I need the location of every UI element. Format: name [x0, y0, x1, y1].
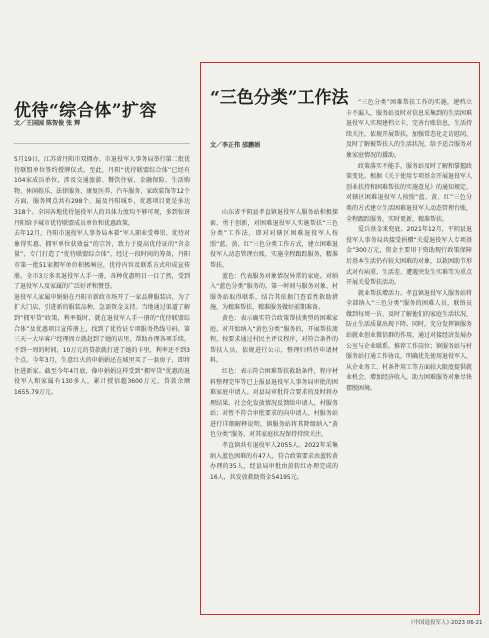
right-article-paragraph: 孝直镇共有退役军人2055人。2022年采集纳入蓝色困难的有47人，符合政策要求由蓝转黄办理的35人，经县局审批由黄转红办理完成的16人，共发放救助资金54195元。	[210, 442, 338, 481]
left-article-divider	[14, 143, 190, 144]
left-article-headline: 优待“综合体”扩容	[14, 101, 158, 121]
right-article-paragraph: “三色分类”困难帮扶工作的实施，建档立卡不漏人，服务站及时对信息采集到的生活困难退役军人实现建档立卡，完善台账信息，生活持续关注，依规开展帮扶。加强常态化走访慰问，及时了解被帮扶人的生活状况，给予适合服务对象家庭情况的援助。	[346, 99, 473, 159]
right-article-column-1	[210, 208, 338, 483]
left-article-body	[14, 155, 190, 399]
left-article-paragraph: 5月19日，江苏省丹阳市双拥办、市退役军人事务局举行第二批优待联盟单位签约授牌仪式。至此，丹阳“优待联盟综合体”已经有104家成员单位，涉及交通旅游、餐饮住宿、金融保险、生活购物、休闲娱乐、法律服务、康复医养、汽车服务、家政装饰等12个方面，服务网点共有298个，遍及丹阳城乡，优惠项目更是多达318个。全国各地优待退役军人的具体力度均不够可观，多到惊讶丹阳给予城市优待联盟成员单位和优惠政策。	[14, 156, 190, 227]
left-article-byline: 文／王国园 陈智俊 张 辉	[14, 120, 81, 127]
left-article-paragraph: 去年12月，丹阳市退役军人事务局本着“军人职业受尊崇、优待对象得实惠、拥军单位获效益”的宗旨，致力于提高优待证的“含金量”，专门打造了“优待联盟综合体”。经过一段时间的筹备，丹阳市第一批51家拥军单位积极响应，优待内容及联系方式印成宣传册。全市3万多名退役军人手一册，各种优惠明目一目了然，受到了退役军人及家属的广泛好评和赞誉。	[14, 230, 190, 291]
right-article-headline: “三色分类”工作法	[210, 88, 349, 108]
right-article-paragraph: 政策落实不能手，服务站及时了解和掌握政策变化。根据《关于使用专项基金开展退役军人创业扶持和困难帮扶的实施意见》的通知规定，对辖区困难退役军人按照“蓝、黄、红”三色分类的方式建立生活困难退役军人动态管理台账，全程跟踪服务，实时更新，精准帮扶。	[346, 162, 473, 223]
page-footer: 《中国退役军人》·2023 06·21	[408, 620, 483, 626]
left-article-paragraph: 退役军人家属申娟娟在丹阳市新政市场开了一家品牌服装店，为了扩大门店，引进新的服装品种，急需资金支持。当地通过渠道了解到“拥军贷”政策，利率低时，就在退役军人手一册的“优待联盟综合体”及优惠项目宣传册上，找到了优待证专项服务热线号码。第三天一大早客户经理周立就赶到了她的店里，帮助办理各项手续。不到一周的时间，10万元的贷款就打进了她的卡里，利率还不到3个点。今年3月，生意红火的申娟娟还在城里买了一套房子，即将住进新家。截至今年4月底，像申娟娟这样受到“拥军贷”优惠的退役军人和家属有130多人，累计授信超3600万元，贷款余额1655.79万元。	[14, 293, 190, 397]
right-article-paragraph: 爱兵基金来兜底。2021年12月，平阴县退役军人事务局共接受捐赠“关爱退役军人专项基金”300万元，资金主要用于资助现行政策保障后基本生活仍有较大困难的对象，以救困助节形式对有病重、生活差、遭遇突发生实难等为重点开展关爱帮扶活动。	[346, 226, 473, 287]
right-article-paragraph: 红色：表示符合困难帮扶救助条件，程序材料整理完毕等已上报县退役军人事务局审批的困难家庭申请人。对县局审批符合要求的及时将办理结果、社会化发放情况反馈给申请人，村服务站；对暂不符合审批要求的向申请人、村服务站进行详细解释说明，镇服务站将其降级纳入“黄色分类”服务，对其家庭状况保持持续关注。	[210, 367, 338, 439]
right-article-paragraph: 黄色：表示确实符合政策帮扶类型的困难家庭。对开始纳入“黄色分类”服务的，开展帮扶流程，按要求通过村民主评议程序，对符合条件的帮扶人员，依规进行公示，整理归档待申请材料。	[210, 314, 338, 365]
right-article-column-2	[346, 98, 472, 395]
right-article-paragraph: 就业帮扶增活力。孝直镇退役军人服务站将全部纳入“三色分类”服务的困难人员，联络员做到每周一访，及时了解他们的家庭生活状况，防止生活质量出现下降。同时，充分发挥镇服务站就业创业微信群的作用，通过对接经济发展办公室与企业联系，推荐工作岗位；镇服务站与村服务站打通工作协议，明确优先使用退役军人，从企业务工、村条件用工等方面较大限度提供就业机会，增加经济收入，助力困难服务对象尽快摆脱困境。	[346, 289, 473, 393]
right-article-paragraph: 山东省平阴县孝直镇退役军人服务站积极探索，勇于创新，对困难退役军人实施帮扶“三色分类”工作法，即对对辖区困难退役军人按照“蓝、黄、红”三色分类工作方式，建立困难退役军人动态管理台账，实施全程跟踪服务，精准帮扶。	[210, 209, 338, 269]
right-article-byline: 文／李正伟 邵鹏娟	[210, 142, 261, 149]
right-article-paragraph: 蓝色：代表服务对象情况异常的家庭。对纳入“蓝色分类”服务的，第一时间与服务对象、村服务站取得联系，结合其依据门查看性救助措施，为精准帮扶、精准服务做好前期准备。	[210, 272, 338, 312]
